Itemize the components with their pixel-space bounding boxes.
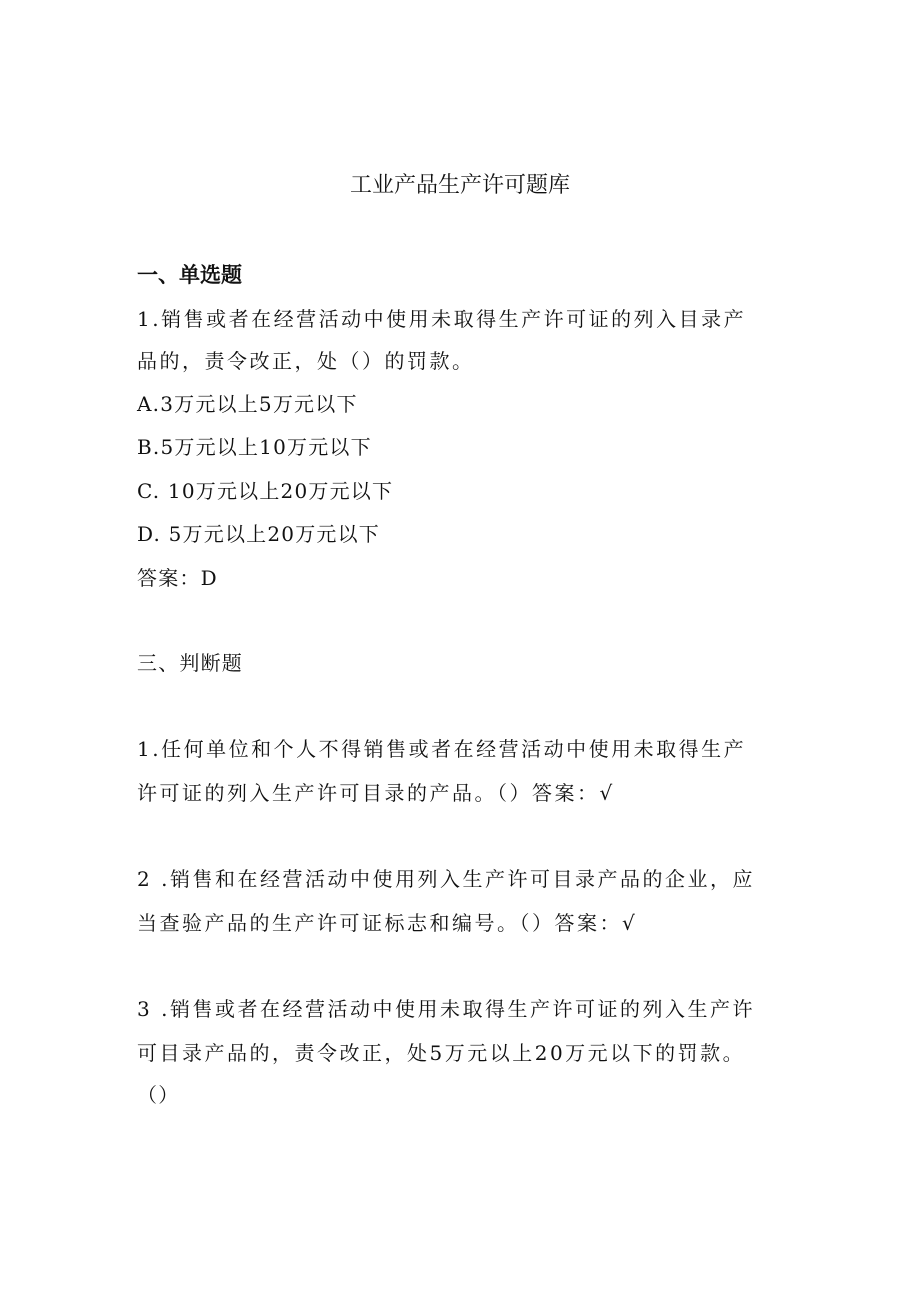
judge-item-3-line-1: 3 .销售或者在经营活动中使用未取得生产许可证的列入生产许 <box>137 997 755 1021</box>
question-1-line-2: 品的，责令改正，处（）的罚款。 <box>137 349 475 373</box>
option-b: B.5万元以上10万元以下 <box>137 435 372 459</box>
answer-text: 答案：D <box>137 566 218 590</box>
option-c: C. 10万元以上20万元以下 <box>137 479 394 503</box>
judge-item-2-line-2: 当查验产品的生产许可证标志和编号。（）答案：√ <box>137 911 638 935</box>
section-heading-single-choice: 一、单选题 <box>137 263 242 287</box>
judge-item-1-line-2: 许可证的列入生产许可目录的产品。（）答案：√ <box>137 781 615 805</box>
document-title: 工业产品生产许可题库 <box>349 173 570 198</box>
judge-item-3-line-2: 可目录产品的，责令改正，处5万元以上20万元以下的罚款。 <box>137 1041 746 1065</box>
option-a: A.3万元以上5万元以下 <box>137 392 358 416</box>
judge-item-3-line-3: （） <box>137 1083 180 1107</box>
option-d: D. 5万元以上20万元以下 <box>137 522 381 546</box>
question-1-line-1: 1.销售或者在经营活动中使用未取得生产许可证的列入目录产 <box>137 307 747 331</box>
section-heading-true-false: 三、判断题 <box>137 651 243 675</box>
judge-item-2-line-1: 2 .销售和在经营活动中使用列入生产许可目录产品的企业，应 <box>137 867 755 891</box>
judge-item-1-line-1: 1.任何单位和个人不得销售或者在经营活动中使用未取得生产 <box>137 737 747 761</box>
